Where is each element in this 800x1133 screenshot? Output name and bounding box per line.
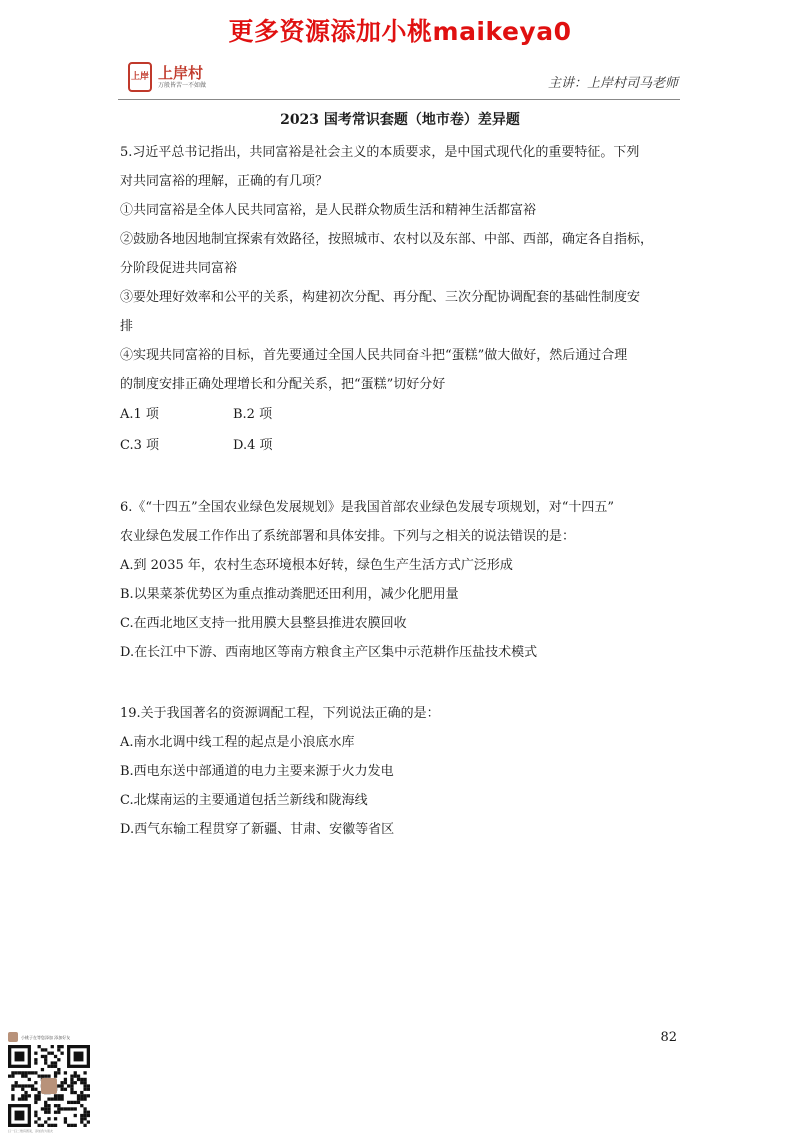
statement-line: 的制度安排正确处理增长和分配关系，把“蛋糕”切好分好 <box>120 377 446 392</box>
option-d: D.在长江中下游、西南地区等南方粮食主产区集中示范耕作压盐技术模式 <box>120 645 538 660</box>
question-stem-line: 19.关于我国著名的资源调配工程，下列说法正确的是： <box>120 706 440 721</box>
question-6 <box>120 493 680 667</box>
page-number: 82 <box>660 1030 677 1045</box>
option-c: C.北煤南运的主要通道包括兰新线和陇海线 <box>120 793 368 808</box>
question-stem-line: 6.《“十四五”全国农业绿色发展规划》是我国首部农业绿色发展专项规划，对“十四五” <box>120 500 614 515</box>
avatar <box>8 1032 18 1042</box>
statement-line: ①共同富裕是全体人民共同富裕，是人民群众物质生活和精神生活都富裕 <box>120 203 537 218</box>
statement-line: ④实现共同富裕的目标，首先要通过全国人民共同奋斗把“蛋糕”做大做好，然后通过合理 <box>120 348 628 363</box>
lecturer-label: 主讲：上岸村司马老师 <box>547 76 678 91</box>
logo-name: 上岸村 <box>158 63 204 82</box>
header-divider <box>118 99 680 100</box>
statement-line: ③要处理好效率和公平的关系，构建初次分配、再分配、三次分配协调配套的基础性制度安 <box>120 290 641 305</box>
option-b: B.以果菜茶优势区为重点推动粪肥还田利用，减少化肥用量 <box>120 587 459 602</box>
statement-line: 分阶段促进共同富裕 <box>120 261 238 276</box>
question-stem-line: 对共同富裕的理解，正确的有几项？ <box>120 174 329 189</box>
logo-seal-icon: 上岸 <box>128 62 152 92</box>
watermark-text: 更多资源添加小桃maikeya0 <box>228 17 572 46</box>
option-d: D.西气东输工程贯穿了新疆、甘肃、安徽等省区 <box>120 822 395 837</box>
option-b: B.西电东送中部通道的电力主要来源于火力发电 <box>120 764 394 779</box>
qr-caption: 小桃子在等您添加 添加好友 <box>21 1034 71 1040</box>
statement-line: 排 <box>120 319 134 334</box>
qr-subcaption: 扫一扫二维码图案，添加我为朋友 <box>8 1129 54 1133</box>
document-body <box>120 110 680 844</box>
option-c: C.在西北地区支持一批用膜大县整县推进农膜回收 <box>120 616 407 631</box>
question-5 <box>120 138 680 461</box>
statement-line: ②鼓励各地因地制宜探索有效路径，按照城市、农村以及东部、中部、西部，确定各自指标， <box>120 232 654 247</box>
option-row <box>120 430 680 461</box>
question-19 <box>120 699 680 844</box>
option-a: A.到 2035 年，农村生态环境根本好转，绿色生产生活方式广泛形成 <box>120 558 513 573</box>
option-row <box>120 399 680 430</box>
logo-slogan: 万般皆苦一不如做 <box>158 81 207 89</box>
qr-code-block <box>8 1032 98 1133</box>
option-a: A.南水北调中线工程的起点是小浪底水库 <box>120 735 355 750</box>
question-stem-line: 农业绿色发展工作作出了系统部署和具体安排。下列与之相关的说法错误的是： <box>120 529 576 544</box>
option-a: A.1 项 <box>120 407 159 422</box>
brand-logo <box>128 62 206 92</box>
question-stem-line: 5.习近平总书记指出，共同富裕是社会主义的本质要求，是中国式现代化的重要特征。下列 <box>120 145 640 160</box>
option-b: B.2 项 <box>233 407 273 422</box>
qr-code-icon <box>8 1045 90 1127</box>
document-title: 2023 国考常识套题（地市卷）差异题 <box>280 112 520 128</box>
option-c: C.3 项 <box>120 438 160 453</box>
option-d: D.4 项 <box>233 438 273 453</box>
